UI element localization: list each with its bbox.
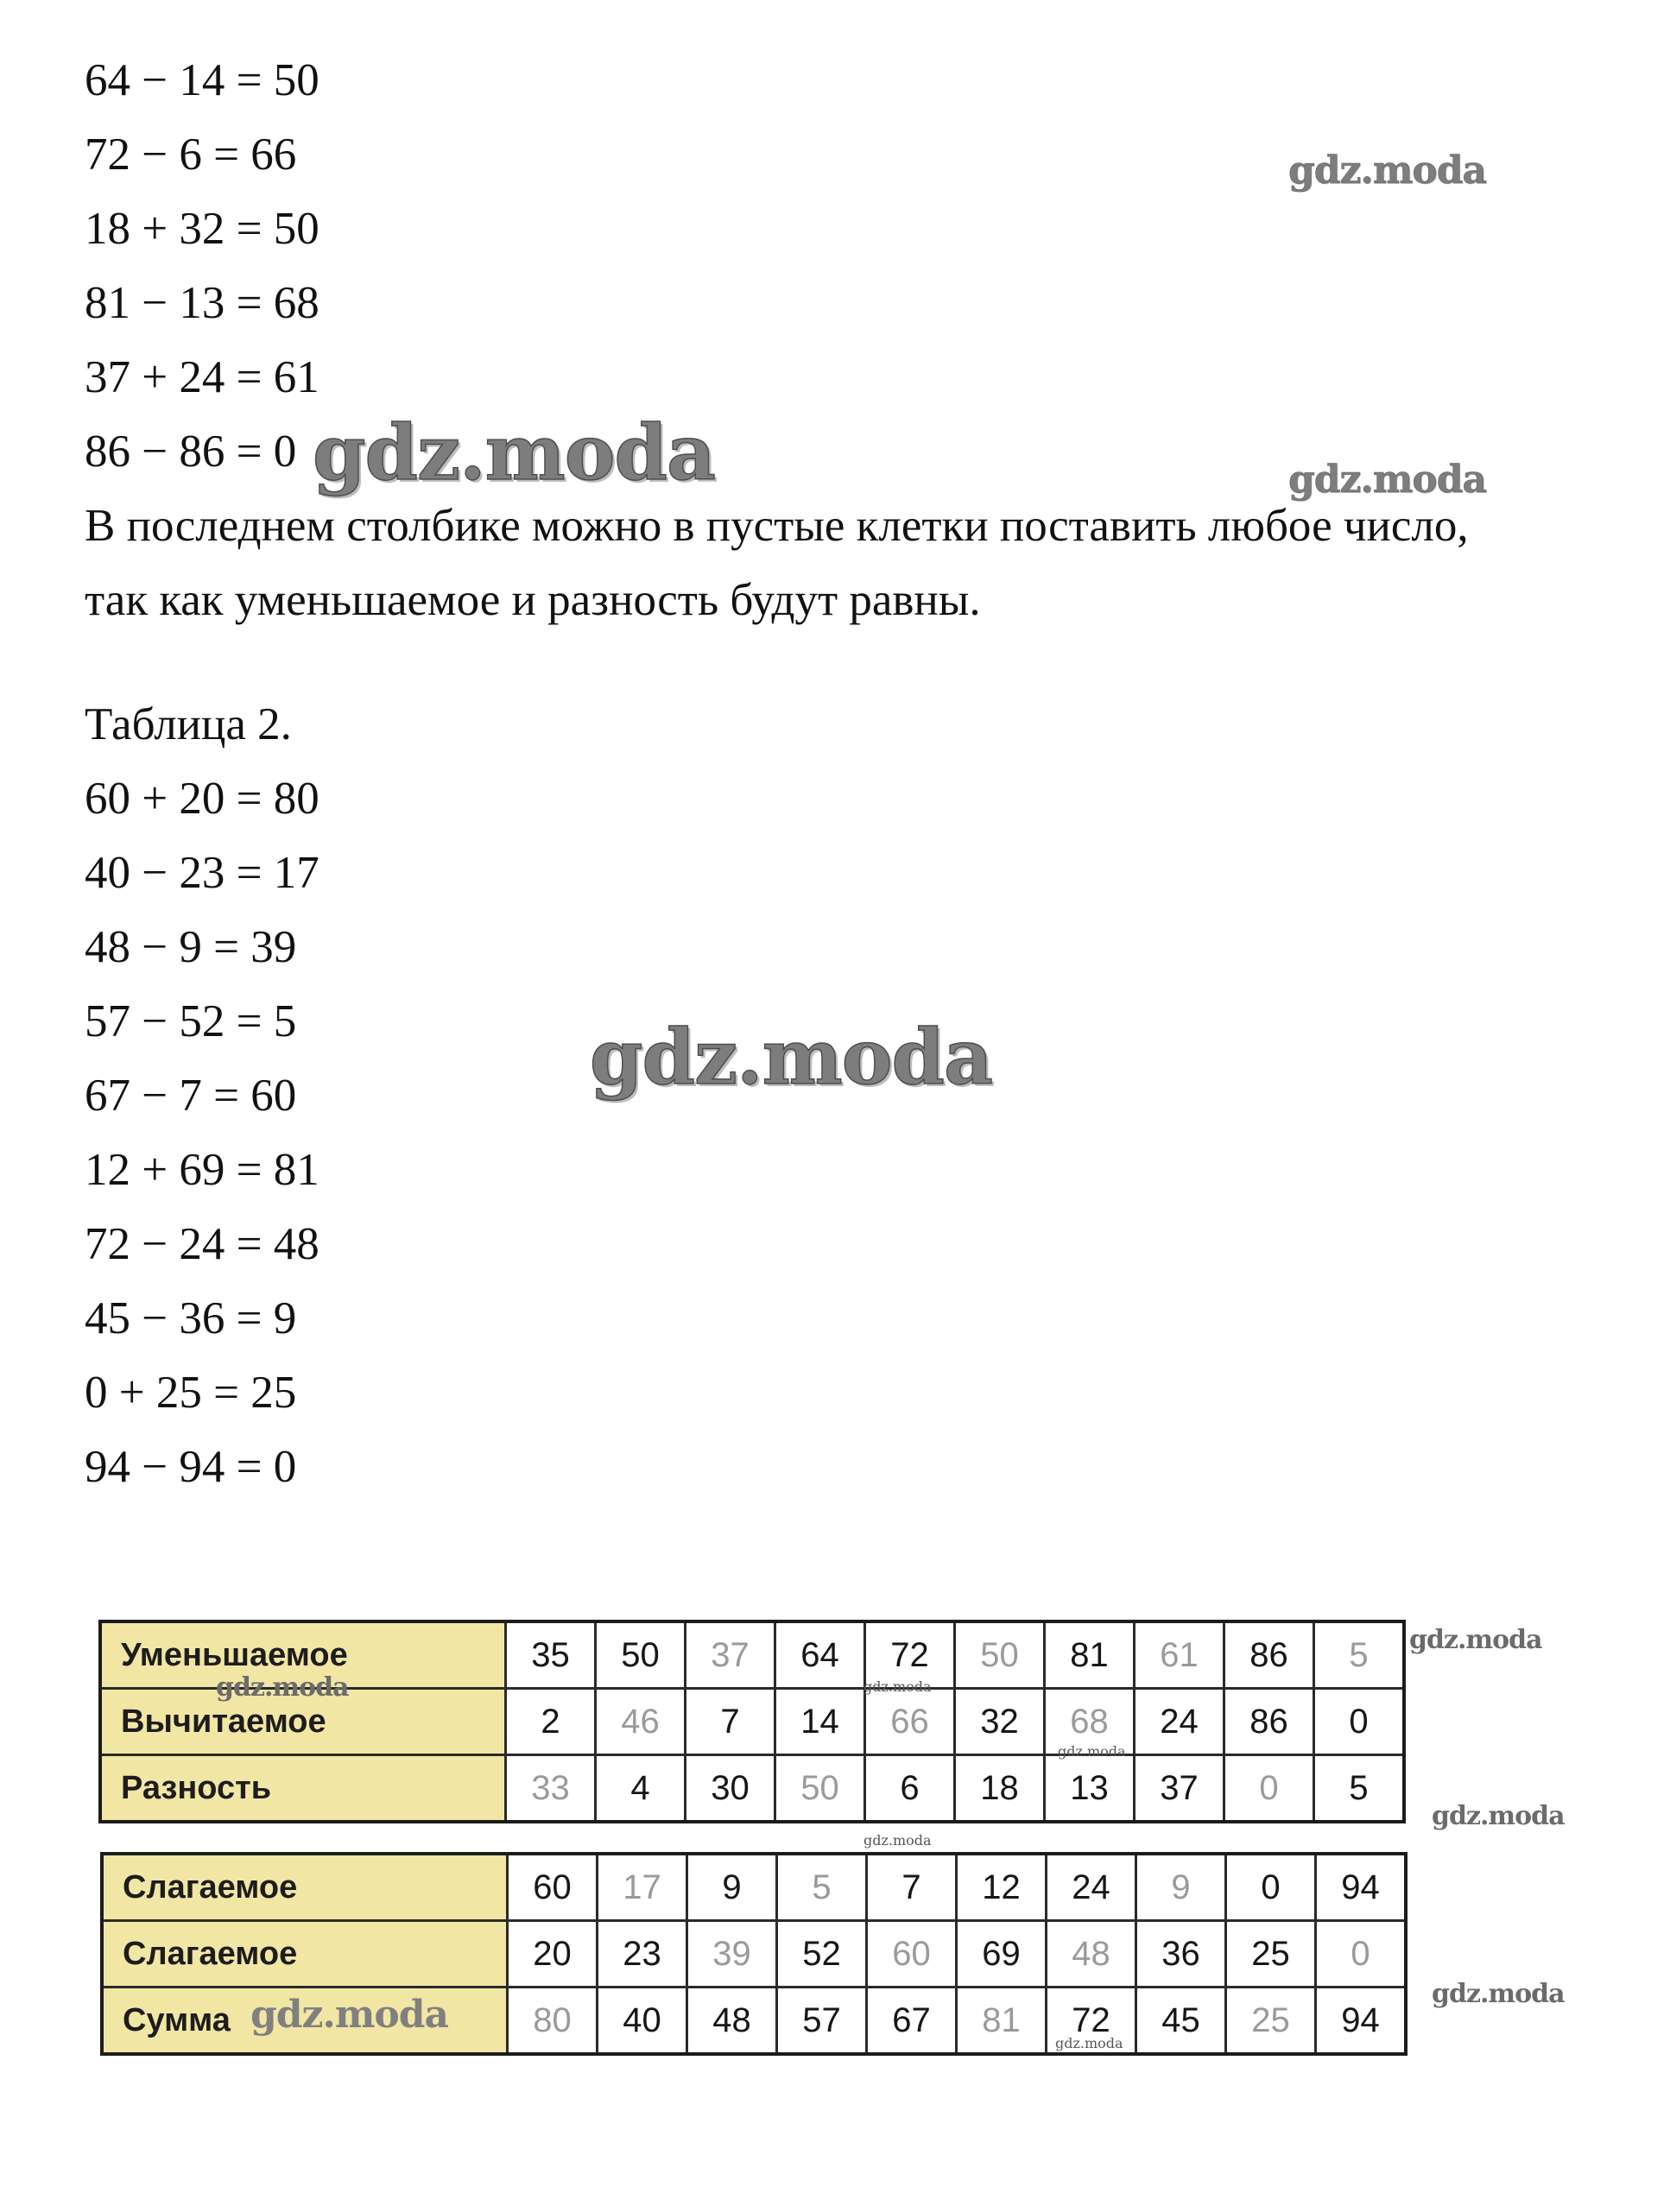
table-cell: 80 — [508, 1988, 598, 2055]
watermark: gdz.moda — [863, 1832, 932, 1849]
row-label: Слагаемое — [102, 1854, 508, 1921]
table-row — [102, 1854, 1406, 1921]
table-cell: 94 — [1316, 1854, 1407, 1921]
table-cell: 17 — [598, 1854, 687, 1921]
table-cell: 66 — [865, 1689, 955, 1755]
table-cell: 24 — [1047, 1854, 1136, 1921]
table-cell: 4 — [596, 1755, 686, 1823]
table-cell: 67 — [867, 1988, 957, 2055]
equation-line: 94 − 94 = 0 — [85, 1442, 297, 1492]
table-cell: 25 — [1226, 1921, 1316, 1988]
table-row — [102, 1921, 1406, 1988]
table-cell: 2 — [506, 1689, 596, 1755]
equation-line: 64 − 14 = 50 — [85, 55, 319, 105]
table-cell: 50 — [955, 1621, 1045, 1689]
equation-line: 40 − 23 = 17 — [85, 848, 319, 898]
watermark: gdz.moda — [1055, 2035, 1123, 2051]
table-cell: 86 — [1224, 1689, 1314, 1755]
table-cell: 50 — [775, 1755, 865, 1823]
table-cell: 64 — [775, 1621, 865, 1689]
watermark: gdz.moda — [590, 1012, 993, 1102]
table-cell: 48 — [1047, 1921, 1136, 1988]
table-cell: 5 — [1314, 1755, 1405, 1823]
equation-line: 72 − 6 = 66 — [85, 130, 297, 180]
table-cell: 5 — [1314, 1621, 1405, 1689]
table-cell: 33 — [506, 1755, 596, 1823]
table-cell: 30 — [686, 1755, 775, 1823]
table-cell: 86 — [1224, 1621, 1314, 1689]
row-label: Разность — [100, 1755, 506, 1823]
table-cell: 35 — [506, 1621, 596, 1689]
table-cell: 60 — [867, 1921, 957, 1988]
table-cell: 52 — [777, 1921, 867, 1988]
watermark: gdz.moda — [313, 408, 716, 497]
table-cell: 12 — [957, 1854, 1047, 1921]
table-cell: 7 — [867, 1854, 957, 1921]
table2-title: Таблица 2. — [85, 699, 292, 749]
table-row — [100, 1755, 1404, 1823]
equation-line: 18 + 32 = 50 — [85, 204, 319, 254]
table-cell: 7 — [686, 1689, 775, 1755]
equation-line: 67 − 7 = 60 — [85, 1071, 297, 1121]
table-cell: 69 — [957, 1921, 1047, 1988]
table-cell: 39 — [687, 1921, 777, 1988]
watermark: gdz.moda — [250, 1993, 449, 2037]
equation-line: 57 − 52 = 5 — [85, 996, 297, 1046]
table-cell: 45 — [1136, 1988, 1226, 2055]
watermark: gdz.moda — [1432, 1801, 1565, 1831]
note-line: В последнем столбике можно в пустые клетки поставить любое число, — [85, 501, 1469, 551]
table-cell: 23 — [598, 1921, 687, 1988]
table-cell: 32 — [955, 1689, 1045, 1755]
table-cell: 9 — [687, 1854, 777, 1921]
subtraction-table — [98, 1620, 1406, 1823]
equation-line: 12 + 69 = 81 — [85, 1145, 319, 1195]
table-cell: 0 — [1226, 1854, 1316, 1921]
table-cell: 25 — [1226, 1988, 1316, 2055]
row-label: Слагаемое — [102, 1921, 508, 1988]
equation-line: 0 + 25 = 25 — [85, 1368, 297, 1418]
table-cell: 37 — [1135, 1755, 1224, 1823]
table-cell: 0 — [1316, 1921, 1407, 1988]
table-cell: 6 — [865, 1755, 955, 1823]
table-cell: 46 — [596, 1689, 686, 1755]
equation-line: 72 − 24 = 48 — [85, 1219, 319, 1269]
table-cell: 57 — [777, 1988, 867, 2055]
note-line: так как уменьшаемое и разность будут равны. — [85, 575, 981, 625]
watermark: gdz.moda — [1409, 1625, 1542, 1655]
table-cell: 0 — [1314, 1689, 1405, 1755]
row-label: Уменьшаемое — [100, 1621, 506, 1689]
table-cell: 48 — [687, 1988, 777, 2055]
watermark: gdz.moda — [1432, 1979, 1565, 2009]
watermark: gdz.moda — [216, 1672, 349, 1703]
table-cell: 81 — [1045, 1621, 1135, 1689]
table-cell: 5 — [777, 1854, 867, 1921]
table-cell: 61 — [1135, 1621, 1224, 1689]
watermark: gdz.moda — [1058, 1743, 1126, 1760]
equation-line: 37 + 24 = 61 — [85, 352, 319, 402]
table-cell: 36 — [1136, 1921, 1226, 1988]
row-label: Вычитаемое — [100, 1689, 506, 1755]
watermark: gdz.moda — [1288, 458, 1487, 502]
table-cell: 94 — [1316, 1988, 1407, 2055]
table-cell: 20 — [508, 1921, 598, 1988]
table-cell: 72 — [865, 1621, 955, 1689]
row-label: Сумма — [102, 1988, 508, 2055]
watermark: gdz.moda — [863, 1678, 932, 1695]
table-cell: 40 — [598, 1988, 687, 2055]
equation-line: 45 − 36 = 9 — [85, 1293, 297, 1343]
table-cell: 24 — [1135, 1689, 1224, 1755]
table-cell: 18 — [955, 1755, 1045, 1823]
watermark: gdz.moda — [1288, 149, 1487, 193]
table-cell: 0 — [1224, 1755, 1314, 1823]
table-cell: 9 — [1136, 1854, 1226, 1921]
solution-text — [85, 50, 1639, 1511]
table-cell: 81 — [957, 1988, 1047, 2055]
equation-line: 48 − 9 = 39 — [85, 922, 297, 972]
equation-line: 60 + 20 = 80 — [85, 774, 319, 824]
equation-line: 81 − 13 = 68 — [85, 278, 319, 328]
table-cell: 37 — [686, 1621, 775, 1689]
table-cell: 60 — [508, 1854, 598, 1921]
table-cell: 13 — [1045, 1755, 1135, 1823]
equation-line: 86 − 86 = 0 — [85, 427, 297, 477]
table-cell: 72 — [1047, 1988, 1136, 2055]
table-cell: 68 — [1045, 1689, 1135, 1755]
table-cell: 50 — [596, 1621, 686, 1689]
table-cell: 14 — [775, 1689, 865, 1755]
